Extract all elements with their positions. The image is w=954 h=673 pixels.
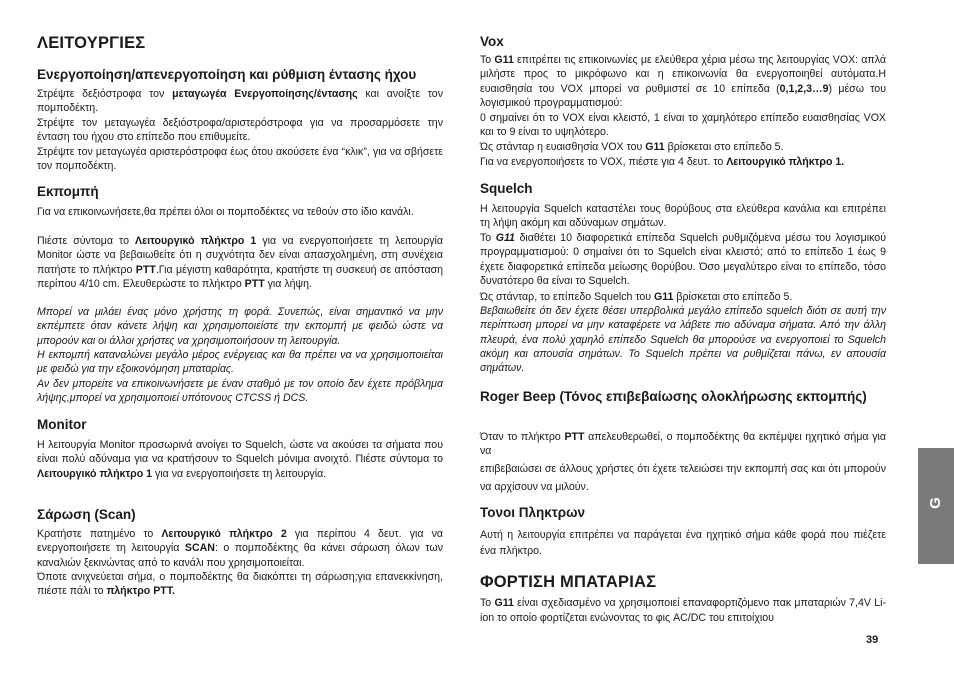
paragraph-vox-intro: Το G11 επιτρέπει τις επικοινωνίες με ελεύθερα χέρια μέσω της λειτουργίας VOX: απλά μιλήστε προς το μικρόφωνο και η επικοινωνία θα ενεργοποιηθεί αυτόματα.Η ευαισθησία του VOX μπορεί να ρυθμιστεί σε 10 επίπεδα (0,1,2,3…9) μέσω του λογισμικού προγραμματισμού: (480, 54, 886, 109)
heading-monitor: Monitor (37, 417, 87, 432)
paragraph-squelch-intro: Η λειτουργία Squelch καταστέλει τους θορύβους στα ελεύθερα κανάλια και επιτρέπει τη λήψη ακόμη και αδύναμων σημάτων. (480, 203, 886, 230)
heading-squelch: Squelch (480, 181, 533, 196)
section-title-functions: ΛΕΙΤΟΥΡΓΙΕΣ (37, 34, 146, 52)
paragraph-ctcss-note: Αν δεν μπορείτε να επικοινωνήσετε με έναν σταθμό με τον οποίο δεν έχετε πρόβλημα λήψης,μπορεί να χρησιμοποιεί υπότονους CTCSS ή DCS. (37, 378, 443, 405)
paragraph-monitor: Η λειτουργία Monitor προσωρινά ανοίγει το Squelch, ώστε να ακούσει τα σήματα που είναι πολύ αδύναμα για να κρατήσουν το Squelch μόνιμα ανοιχτό. Πιέστε σύντομα το Λειτουργικό πλήκτρο 1 για να ενεργοποιήσετε τη λειτουργία. (37, 439, 443, 480)
page-number: 39 (866, 634, 879, 646)
paragraph-roger-beep-1: Όταν το πλήκτρο PTT απελευθερωθεί, ο πομποδέκτης θα εκπέμψει ηχητικό σήμα για να (480, 431, 886, 458)
heading-scan: Σάρωση (Scan) (37, 507, 136, 522)
paragraph-scan-restart: Όποτε ανιχνεύεται σήμα, ο πομποδέκτης θα διακόπτει τη σάρωση;για επανεκκίνηση, πιέστε πάλι το πλήκτρο PTT. (37, 571, 443, 598)
paragraph-power-off: Στρέψτε τον μεταγωγέα αριστερόστροφα έως ότου ακούσετε ένα “κλικ”, για να σβήσετε τον πομποδέκτη. (37, 146, 443, 173)
paragraph-power-on: Στρέψτε δεξιόστροφα τον μεταγωγέα Ενεργοποίησης/έντασης και ανοίξτε τον πομποδέκτη. (37, 88, 443, 115)
paragraph-key-tones: Αυτή η λειτουργία επιτρέπει να παράγεται ένα ηχητικό σήμα κάθε φορά που πιέζετε ένα πλήκτρο. (480, 529, 886, 557)
paragraph-roger-beep-2: επιβεβαιώσει σε άλλους χρήστες ότι έχετε τελειώσει την εκπομπή σας και ότι μπορούν να αρχίσουν να μιλούν. (480, 463, 886, 493)
paragraph-vox-levels: 0 σημαίνει ότι το VOX είναι κλειστό, 1 είναι το χαμηλότερο επίπεδο ευαισθησίας VOX και το 9 είναι το υψηλότερο. (480, 112, 886, 139)
language-tab (918, 448, 954, 564)
section-title-battery: ΦΟΡΤΙΣΗ ΜΠΑΤΑΡΙΑΣ (480, 573, 657, 591)
paragraph-vox-default: Ώς στάνταρ η ευαισθησία VOX του G11 βρίσκεται στο επίπεδο 5. (480, 141, 784, 153)
heading-transmission: Εκπομπή (37, 184, 99, 199)
paragraph-squelch-warning: Βεβαιωθείτε ότι δεν έχετε θέσει υπερβολικά μεγάλο επίπεδο squelch διότι σε αυτή την περίπτωση μπορεί να μην καταφέρετε να λάβετε πιο αδύναμα σήματα. Από την άλλη πλευρά, ένα πολύ χαμηλό επίπεδο Squelch θα μπορούσε να ενεργοποιεί το Squelch ακόμη και απουσία σημάτων. Το Squelch πρέπει να ρυθμίζεται πάνω, εν απουσία σημάτων. (480, 305, 886, 375)
paragraph-squelch-levels: Το G11 διαθέτει 10 διαφορετικά επίπεδα Squelch ρυθμιζόμενα μέσω του λογισμικού προγραμματισμού: 0 σημαίνει ότι το Squelch είναι κλειστό; από το επίπεδο 1 έως 9 έχετε διαφορετικά επίπεδα μείωσης θορύβου. Όσο μεγαλύτερο είναι το επίπεδο, τόσο δυνατότερο θα είναι το Squelch. (480, 232, 886, 287)
paragraph-squelch-default: Ώς στάνταρ, το επίπεδο Squelch του G11 βρίσκεται στο επίπεδο 5. (480, 291, 793, 303)
paragraph-energy-note: Η εκπομπή καταναλώνει μεγάλο μέρος ενέργειας και θα πρέπει να να χρησιμοποιείται με φειδώ για την εξοικονόμηση μπαταρίας. (37, 349, 443, 376)
heading-roger-beep: Roger Beep (Τόνος επιβεβαίωσης ολοκλήρωσης εκπομπής) (480, 389, 867, 404)
heading-power-volume: Ενεργοποίηση/απενεργοποίηση και ρύθμιση έντασης ήχου (37, 67, 417, 82)
paragraph-vox-activate: Για να ενεργοποιήσετε το VOX, πιέστε για 4 δευτ. το Λειτουργικό πλήκτρο 1. (480, 156, 845, 168)
heading-vox: Vox (480, 34, 504, 49)
language-tab-letter: G (927, 497, 944, 509)
paragraph-transmit-steps: Πιέστε σύντομα το Λειτουργικό πλήκτρο 1 για να ενεργοποιήσετε τη λειτουργία Monitor ώστε να βεβαιωθείτε ότι η συχνότητα δεν είναι απασχολημένη, στη συνέχεια πατήστε το πλήκτρο PTT.Για μέγιστη καθαρότητα, κρατήστε τη συσκευή σε απόσταση περίπου 4/10 cm. Ελευθερώστε το πλήκτρο PTT για λήψη. (37, 235, 444, 290)
paragraph-battery: Το G11 είναι σχεδιασμένο να χρησιμοποιεί επαναφορτιζόμενο πακ μπαταριών 7,4V Li-ion το οποίο φορτίζεται ενώνοντας το φις AC/DC του επιτοίχιου (480, 597, 886, 624)
paragraph-same-channel: Για να επικοινωνήσετε,θα πρέπει όλοι οι πομποδέκτες να τεθούν στο ίδιο κανάλι. (37, 206, 414, 218)
heading-key-tones: Τονοι Πληκτρων (480, 505, 586, 520)
paragraph-volume-adjust: Στρέψτε τον μεταγωγέα δεξιόστροφα/αριστερόστροφα για να προσαρμόσετε την ένταση του ήχου στο επίπεδο που επιθυμείτε. (37, 117, 443, 144)
paragraph-one-user-note: Μπορεί να μιλάει ένας μόνο χρήστης τη φορά. Συνεπώς, είναι σημαντικό να μην εκπέμπετε όταν κάνετε λήψη και χρησιμοποιείστε την εκπομπή με φειδώ ώστε να μπορούν και οι άλλοι χρήστες να χρησιμοποιήσουν τη λειτουργία. (37, 306, 443, 347)
paragraph-scan-activate: Κρατήστε πατημένο το Λειτουργικό πλήκτρο 2 για περίπου 4 δευτ. για να ενεργοποιήσετε τη λειτουργία SCAN: ο πομποδέκτης θα κάνει σάρωση όλων των καναλιών ξεκινώντας από το κανάλι που χρησιμοποιείται. (37, 528, 444, 569)
